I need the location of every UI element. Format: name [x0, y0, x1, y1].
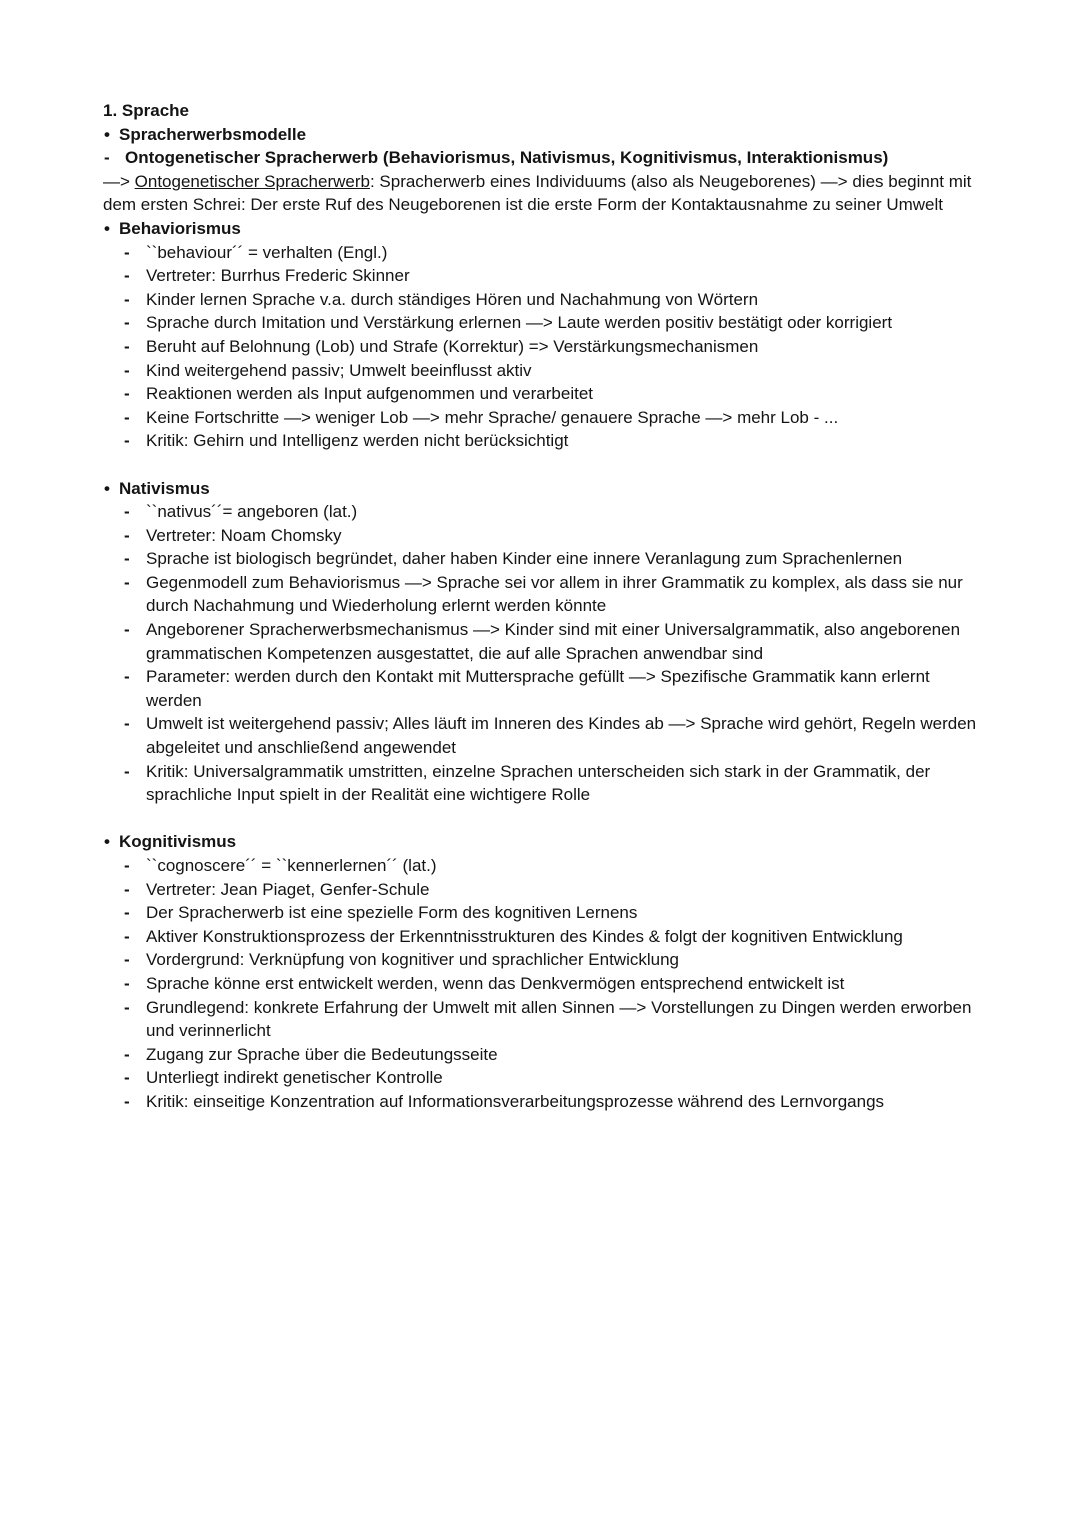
section-title-nativismus: • Nativismus	[103, 477, 1003, 501]
intro-paragraph	[103, 170, 983, 217]
section-title-behaviorismus: • Behaviorismus	[103, 217, 1003, 241]
list-item: - Kinder lernen Sprache v.a. durch ständiges Hören und Nachahmung von Wörtern	[146, 288, 986, 312]
list-item: - Parameter: werden durch den Kontakt mit Muttersprache gefüllt —> Spezifische Grammatik kann erlernt werden	[146, 665, 986, 712]
list-item: - Vordergrund: Verknüpfung von kognitiver und sprachlicher Entwicklung	[146, 948, 986, 972]
list-item: - Sprache ist biologisch begründet, daher haben Kinder eine innere Veranlagung zum Sprachenlernen	[146, 547, 986, 571]
topic-line: - Ontogenetischer Spracherwerb (Behaviorismus, Nativismus, Kognitivismus, Interaktionismus)	[103, 146, 1003, 170]
list-item: - Vertreter: Burrhus Frederic Skinner	[146, 264, 986, 288]
intro-text: : Spracherwerb eines Individuums (also als Neugeborenes) —> dies beginnt mit dem ersten Schrei: Der erste Ruf des Neugeborenen ist die erste Form der Kontaktausnahme zu seiner Umwelt	[103, 171, 972, 215]
list-item: - Umwelt ist weitergehend passiv; Alles läuft im Inneren des Kindes ab —> Sprache wird gehört, Regeln werden abgeleitet und anschließend angewendet	[146, 712, 986, 759]
section-heading-spracherwerbsmodelle: • Spracherwerbsmodelle	[103, 123, 1003, 147]
list-item: - Sprache könne erst entwickelt werden, wenn das Denkvermögen entsprechend entwickelt ist	[146, 972, 986, 996]
list-item: - Kritik: Universalgrammatik umstritten, einzelne Sprachen unterscheiden sich stark in der Grammatik, der sprachliche Input spielt in der Realität eine wichtigere Rolle	[146, 760, 986, 807]
list-item: - Beruht auf Belohnung (Lob) und Strafe (Korrektur) => Verstärkungsmechanismen	[146, 335, 986, 359]
list-item: - Zugang zur Sprache über die Bedeutungsseite	[146, 1043, 986, 1067]
list-item: - ``behaviour´´ = verhalten (Engl.)	[146, 241, 986, 265]
list-item: - Unterliegt indirekt genetischer Kontrolle	[146, 1066, 986, 1090]
list-item: - Kind weitergehend passiv; Umwelt beeinflusst aktiv	[146, 359, 986, 383]
list-item: - Gegenmodell zum Behaviorismus —> Sprache sei vor allem in ihrer Grammatik zu komplex, als dass sie nur durch Nachahmung und Wiederholung erlernt werden könnte	[146, 571, 986, 618]
intro-term: Ontogenetischer Spracherwerb	[134, 171, 370, 191]
list-item: - ``cognoscere´´ = ``kennerlernen´´ (lat.)	[146, 854, 986, 878]
list-behaviorismus	[103, 241, 1003, 453]
document-page	[103, 99, 1003, 1114]
list-item: - Der Spracherwerb ist eine spezielle Form des kognitiven Lernens	[146, 901, 986, 925]
list-item: - Sprache durch Imitation und Verstärkung erlernen —> Laute werden positiv bestätigt oder korrigiert	[146, 311, 986, 335]
list-item: - Keine Fortschritte —> weniger Lob —> mehr Sprache/ genauere Sprache —> mehr Lob - ...	[146, 406, 986, 430]
list-item: - Reaktionen werden als Input aufgenommen und verarbeitet	[146, 382, 986, 406]
list-item: - Vertreter: Jean Piaget, Genfer-Schule	[146, 878, 986, 902]
list-kognitivismus	[103, 854, 1003, 1114]
list-item: - Kritik: einseitige Konzentration auf Informationsverarbeitungsprozesse während des Lernvorgangs	[146, 1090, 986, 1114]
list-item: - ``nativus´´= angeboren (lat.)	[146, 500, 986, 524]
main-heading: 1. Sprache	[103, 101, 189, 120]
list-nativismus	[103, 500, 1003, 807]
list-item: - Kritik: Gehirn und Intelligenz werden nicht berücksichtigt	[146, 429, 986, 453]
section-title-kognitivismus: • Kognitivismus	[103, 830, 1003, 854]
list-item: - Aktiver Konstruktionsprozess der Erkenntnisstrukturen des Kindes & folgt der kognitiven Entwicklung	[146, 925, 986, 949]
list-item: - Grundlegend: konkrete Erfahrung der Umwelt mit allen Sinnen —> Vorstellungen zu Dingen werden erworben und verinnerlicht	[146, 996, 986, 1043]
list-item: - Angeborener Spracherwerbsmechanismus —> Kinder sind mit einer Universalgrammatik, also angeborenen grammatischen Kompetenzen ausgestattet, die auf alle Sprachen anwendbar sind	[146, 618, 986, 665]
spacer	[103, 453, 1003, 477]
intro-arrow: —>	[103, 171, 135, 191]
list-item: - Vertreter: Noam Chomsky	[146, 524, 986, 548]
spacer	[103, 807, 1003, 831]
